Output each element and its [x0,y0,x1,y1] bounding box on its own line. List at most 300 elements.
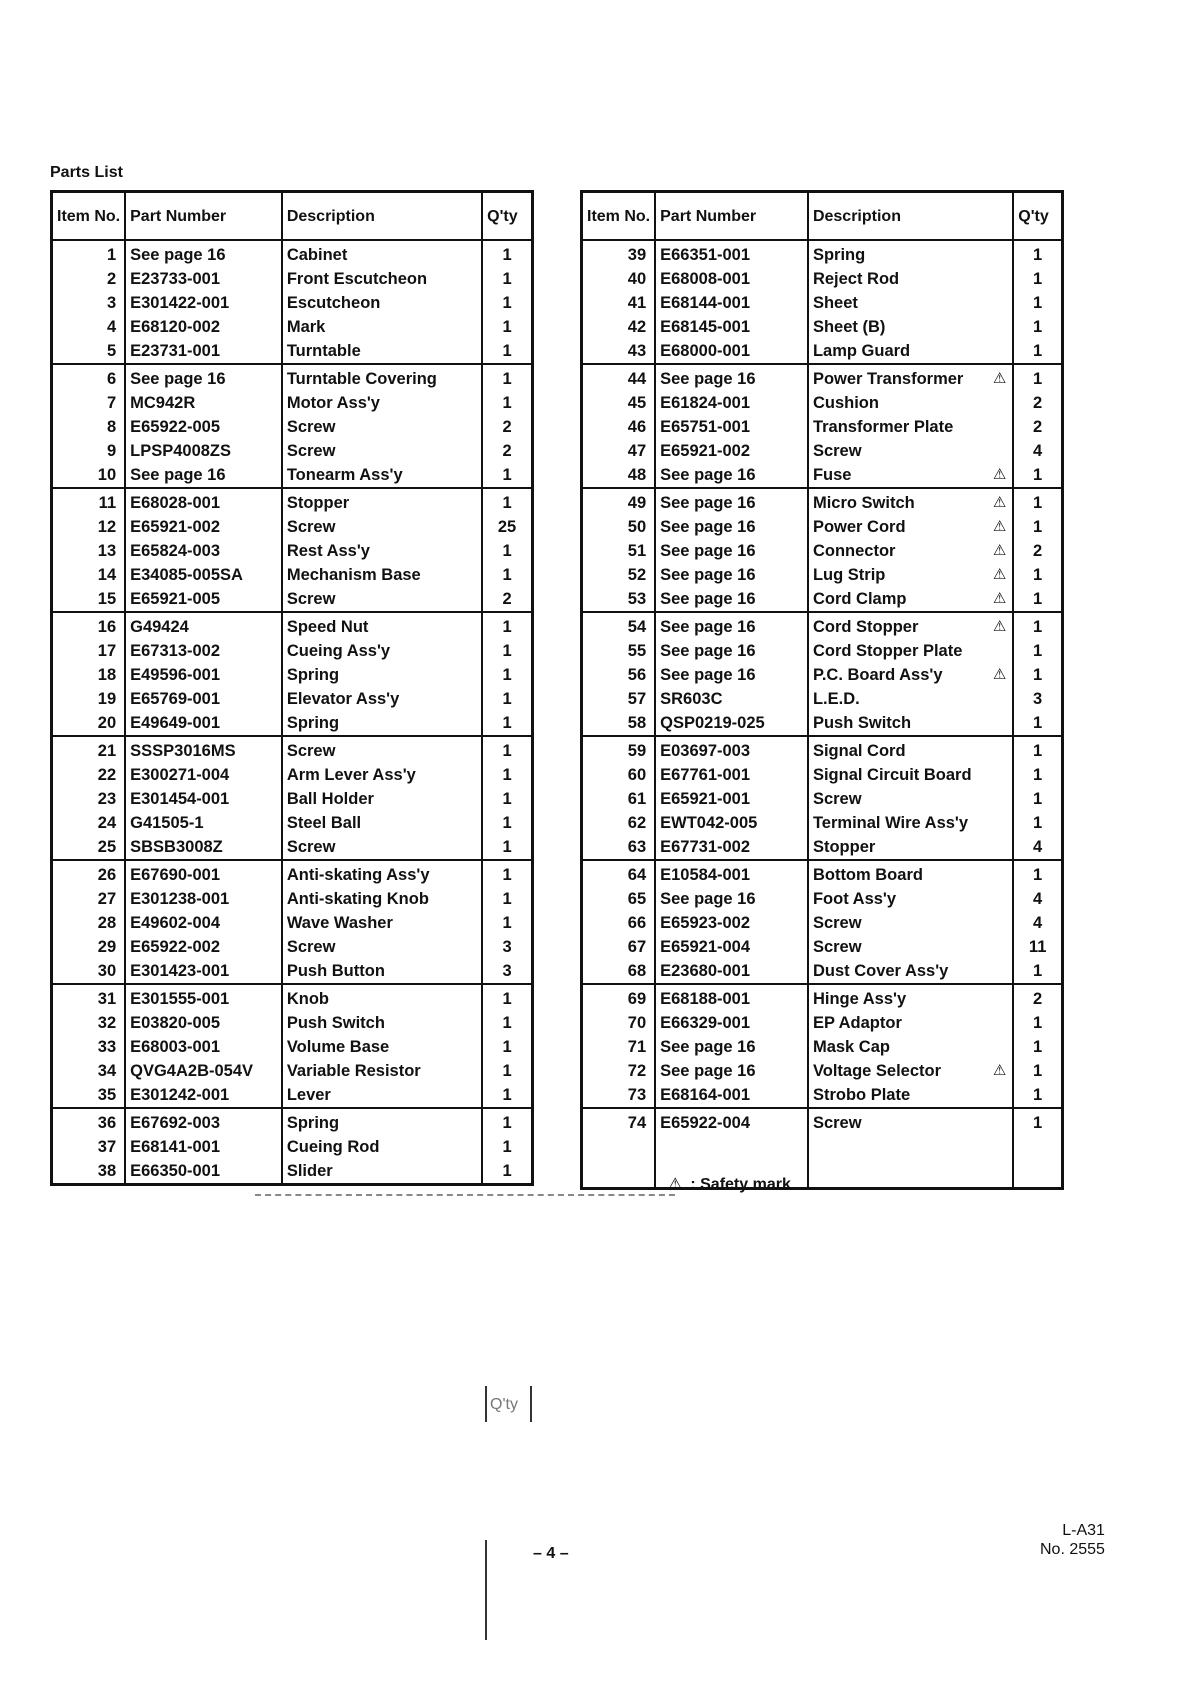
quantity-text: 1 [502,1038,512,1056]
item-number [52,515,126,539]
quantity-text: 1 [1033,790,1043,808]
description-text: Screw [812,1114,862,1132]
part-number [125,240,282,267]
quantity [482,339,532,364]
description [282,291,482,315]
description [282,612,482,639]
quantity [482,911,532,935]
description [282,439,482,463]
part-number [655,687,808,711]
part-number-text: G41505-1 [130,814,204,832]
description-text: Escutcheon [286,294,381,312]
part-number-text: LPSP4008ZS [130,442,232,460]
quantity [1013,787,1062,811]
description [808,415,1013,439]
quantity [1013,687,1062,711]
quantity-text: 1 [1033,1014,1043,1032]
part-number [125,463,282,488]
part-number [655,711,808,736]
quantity-text: 11 [1028,938,1047,956]
part-number [655,240,808,267]
item-number [52,1135,126,1159]
header-description: Description [282,192,482,241]
item-number [582,1059,656,1083]
part-number [125,1059,282,1083]
item-number-text: 32 [97,1014,117,1032]
quantity-text: 2 [502,418,512,436]
description-text: P.C. Board Ass'y [812,666,943,684]
item-number-text: 36 [97,1114,117,1132]
part-number-text: E65922-004 [660,1114,751,1132]
quantity [1013,240,1062,267]
description [282,835,482,860]
description-text: Anti-skating Ass'y [286,866,430,884]
header-qty: Q'ty [482,192,532,241]
part-number-text: E23680-001 [660,962,751,980]
table-row [582,935,1063,959]
model-number [1040,1521,1105,1559]
quantity-text: 1 [1033,494,1043,512]
table-row [52,1035,533,1059]
quantity-text: 1 [502,1062,512,1080]
quantity [1013,415,1062,439]
part-number-text: E65769-001 [130,690,221,708]
item-number-text: 59 [627,742,647,760]
quantity [1013,935,1062,959]
empty-row [582,1135,1063,1189]
part-number-text: E65921-002 [660,442,751,460]
quantity-text: 4 [1033,914,1043,932]
description-text: Micro Switch [812,494,915,512]
empty-cell [1013,1135,1062,1189]
item-number [582,267,656,291]
description [282,339,482,364]
table-row [582,515,1063,539]
quantity-text: 1 [1033,962,1043,980]
quantity [482,1159,532,1185]
description [808,539,1013,563]
part-number-text: E301242-001 [130,1086,230,1104]
part-number-text: See page 16 [660,494,756,512]
table-row [52,488,533,515]
table-row [582,787,1063,811]
quantity-text: 1 [502,690,512,708]
description [808,1083,1013,1108]
item-number-text: 40 [627,270,647,288]
item-number [52,364,126,391]
description-text: L.E.D. [812,690,860,708]
item-number-text: 53 [627,590,647,608]
table-row [582,860,1063,887]
description-text: Push Button [286,962,385,980]
table-row [52,811,533,835]
table-row [582,391,1063,415]
description [808,711,1013,736]
quantity-text: 1 [502,642,512,660]
part-number-text: E68144-001 [660,294,751,312]
part-number-text: E67692-003 [130,1114,221,1132]
table-row [582,291,1063,315]
part-number-text: E03820-005 [130,1014,221,1032]
description-text: Lever [286,1086,331,1104]
item-number-text: 37 [97,1138,117,1156]
table-row [52,515,533,539]
item-number [582,439,656,463]
part-number-text: E67761-001 [660,766,751,784]
part-number [125,811,282,835]
description [282,663,482,687]
description-text: Reject Rod [812,270,900,288]
item-number [52,415,126,439]
description-text: Transformer Plate [812,418,954,436]
item-number [52,711,126,736]
description-text: Mask Cap [812,1038,890,1056]
safety-mark-icon: ⚠ [992,1062,1007,1079]
safety-mark-icon: ⚠ [992,370,1007,387]
part-number-text: E65921-001 [660,790,751,808]
item-number [582,1011,656,1035]
description-text: Screw [812,914,862,932]
quantity-text: 1 [502,890,512,908]
table-row [52,1011,533,1035]
table-row [582,1083,1063,1108]
item-number-text: 4 [106,318,117,336]
quantity [1013,959,1062,984]
quantity [1013,439,1062,463]
item-number [52,835,126,860]
part-number [125,860,282,887]
description [282,563,482,587]
part-number-text: See page 16 [660,642,756,660]
safety-mark-icon: ⚠ [992,618,1007,635]
part-number-text: E68141-001 [130,1138,221,1156]
part-number-text: E301555-001 [130,990,230,1008]
quantity-text: 1 [1033,742,1043,760]
quantity-text: 1 [1033,342,1043,360]
item-number [582,515,656,539]
quantity-text: 4 [1033,838,1043,856]
safety-mark-icon: ⚠ [992,566,1007,583]
table-row [582,612,1063,639]
quantity [482,1059,532,1083]
table-row [52,711,533,736]
part-number [655,984,808,1011]
part-number-text: See page 16 [660,618,756,636]
table-row [582,663,1063,687]
part-number-text: E65922-002 [130,938,221,956]
table-row [52,439,533,463]
description [808,364,1013,391]
item-number-text: 7 [106,394,117,412]
quantity [1013,391,1062,415]
item-number [582,860,656,887]
table-row [52,835,533,860]
part-number [125,1135,282,1159]
quantity-text: 2 [1033,542,1043,560]
item-number [582,711,656,736]
quantity-text: 1 [502,370,512,388]
item-number [52,315,126,339]
quantity-text: 2 [502,590,512,608]
item-number-text: 29 [97,938,117,956]
description [282,1135,482,1159]
quantity [482,391,532,415]
model-code: L-A31 [1062,1522,1105,1539]
description [282,1159,482,1185]
quantity-text: 1 [502,1162,512,1180]
quantity [1013,539,1062,563]
quantity-text: 1 [1033,714,1043,732]
quantity [1013,488,1062,515]
quantity [1013,1083,1062,1108]
table-row [52,291,533,315]
part-number-text: E66351-001 [660,246,751,264]
quantity [482,587,532,612]
item-number-text: 56 [627,666,647,684]
part-number-text: See page 16 [660,666,756,684]
quantity [1013,835,1062,860]
part-number [125,1011,282,1035]
item-number-text: 68 [627,962,647,980]
part-number [125,415,282,439]
part-number-text: QVG4A2B-054V [130,1062,254,1080]
quantity [482,267,532,291]
quantity-text: 1 [1033,766,1043,784]
item-number-text: 35 [97,1086,117,1104]
part-number [125,1035,282,1059]
part-number-text: E301238-001 [130,890,230,908]
item-number [582,835,656,860]
description [282,639,482,663]
quantity-text: 1 [1033,318,1043,336]
part-number-text: See page 16 [660,1062,756,1080]
description-text: Power Transformer [812,370,964,388]
part-number [125,291,282,315]
table-row [582,911,1063,935]
quantity-text: 1 [1033,642,1043,660]
part-number [655,463,808,488]
quantity [482,1083,532,1108]
description-text: Signal Circuit Board [812,766,972,784]
item-number-text: 38 [97,1162,117,1180]
part-number-text: See page 16 [660,566,756,584]
item-number-text: 34 [97,1062,117,1080]
item-number-text: 47 [627,442,647,460]
part-number-text: See page 16 [660,542,756,560]
table-row [52,240,533,267]
part-number-text: See page 16 [660,890,756,908]
item-number-text: 65 [627,890,647,908]
part-number-text: E301454-001 [130,790,230,808]
item-number-text: 23 [97,790,117,808]
quantity-text: 1 [1033,1114,1043,1132]
description-text: Screw [812,938,862,956]
part-number [655,415,808,439]
quantity-text: 1 [1033,1038,1043,1056]
item-number [52,439,126,463]
part-number [125,984,282,1011]
part-number [125,364,282,391]
quantity [482,763,532,787]
description-text: Cueing Ass'y [286,642,391,660]
description-text: Tonearm Ass'y [286,466,403,484]
quantity [1013,463,1062,488]
table-row [582,1108,1063,1135]
item-number [582,488,656,515]
description-text: Screw [286,518,336,536]
quantity [1013,267,1062,291]
quantity-text: 1 [502,618,512,636]
item-number [52,539,126,563]
description [808,291,1013,315]
quantity [1013,887,1062,911]
item-number-text: 3 [106,294,117,312]
description [282,488,482,515]
part-number-text: SSSP3016MS [130,742,236,760]
item-number-text: 63 [627,838,647,856]
quantity [482,663,532,687]
safety-mark-icon: ⚠ [992,666,1007,683]
description [282,687,482,711]
description [282,315,482,339]
description [282,587,482,612]
description-text: Screw [286,418,336,436]
description [808,663,1013,687]
ghost-divider [530,1386,532,1422]
description-text: Screw [286,938,336,956]
item-number [582,959,656,984]
part-number [655,935,808,959]
part-number [655,267,808,291]
item-number-text: 13 [97,542,117,560]
item-number [52,811,126,835]
description [808,439,1013,463]
item-number [52,959,126,984]
description [808,687,1013,711]
item-number [52,267,126,291]
table-row [52,391,533,415]
part-number [655,1035,808,1059]
item-number [582,1108,656,1135]
part-number [125,639,282,663]
part-number [125,315,282,339]
part-number [125,711,282,736]
description [808,587,1013,612]
quantity-text: 1 [502,790,512,808]
description-text: Anti-skating Knob [286,890,429,908]
quantity [1013,315,1062,339]
item-number [582,887,656,911]
quantity-text: 1 [1033,590,1043,608]
table-row [582,811,1063,835]
quantity [1013,612,1062,639]
quantity-text: 1 [502,318,512,336]
item-number [52,1108,126,1135]
part-number-text: E03697-003 [660,742,751,760]
quantity-text: 1 [1033,1062,1043,1080]
part-number [125,763,282,787]
description-text: Strobo Plate [812,1086,911,1104]
item-number [52,463,126,488]
item-number-text: 8 [106,418,117,436]
description-text: Spring [286,714,340,732]
item-number-text: 48 [627,466,647,484]
item-number [52,787,126,811]
quantity-text: 2 [1033,990,1043,1008]
part-number [655,391,808,415]
item-number-text: 71 [627,1038,647,1056]
quantity-text: 1 [502,394,512,412]
part-number [655,887,808,911]
description-text: Mark [286,318,326,336]
description-text: Screw [286,838,336,856]
item-number-text: 42 [627,318,647,336]
item-number [582,463,656,488]
part-number [655,736,808,763]
description-text: Screw [286,742,336,760]
part-number-text: E68028-001 [130,494,221,512]
item-number-text: 20 [97,714,117,732]
part-number-text: See page 16 [660,466,756,484]
item-number-text: 6 [106,370,117,388]
quantity-text: 1 [502,270,512,288]
empty-cell [808,1135,1013,1189]
description [808,488,1013,515]
safety-mark-icon: ⚠ [992,542,1007,559]
part-number [655,811,808,835]
description-text: Stopper [812,838,876,856]
table-row [582,339,1063,364]
quantity-text: 2 [1033,394,1043,412]
quantity-text: 1 [502,566,512,584]
part-number [655,488,808,515]
part-number [655,663,808,687]
description [282,515,482,539]
ghost-divider [485,1540,487,1640]
item-number-text: 49 [627,494,647,512]
description [282,391,482,415]
description-text: Screw [286,442,336,460]
item-number-text: 21 [97,742,117,760]
table-row [582,563,1063,587]
quantity-text: 1 [502,914,512,932]
description-text: Cord Stopper Plate [812,642,963,660]
table-row [52,787,533,811]
item-number-text: 72 [627,1062,647,1080]
description-text: Mechanism Base [286,566,421,584]
item-number [52,663,126,687]
table-row [52,339,533,364]
part-number [655,291,808,315]
description-text: Fuse [812,466,852,484]
part-number [655,439,808,463]
quantity [482,539,532,563]
part-number-text: E23733-001 [130,270,221,288]
description [282,711,482,736]
part-number-text: E300271-004 [130,766,230,784]
part-number [655,835,808,860]
item-number-text: 17 [97,642,117,660]
part-number [125,539,282,563]
quantity [482,887,532,911]
description-text: Wave Washer [286,914,393,932]
part-number-text: E301422-001 [130,294,230,312]
description-text: Lamp Guard [812,342,911,360]
description-text: Cabinet [286,246,348,264]
description [282,860,482,887]
part-number [655,539,808,563]
description [808,463,1013,488]
